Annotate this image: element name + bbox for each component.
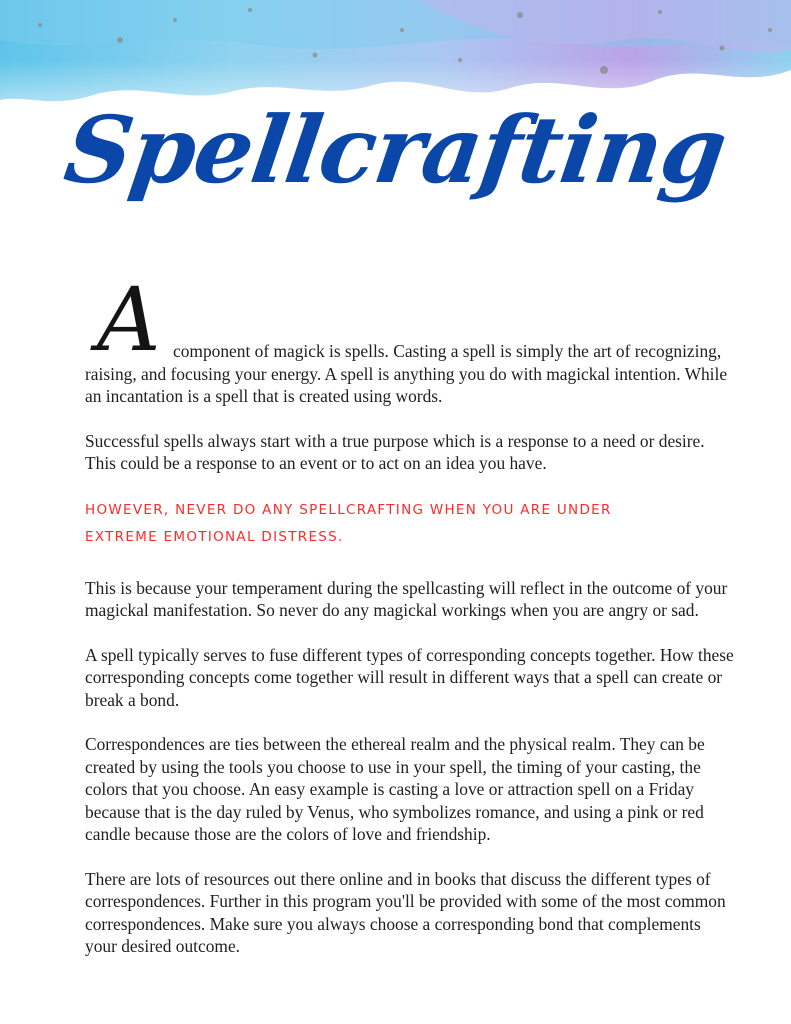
warning-line-2: EXTREME EMOTIONAL DISTRESS.	[85, 528, 344, 545]
paragraph-purpose: Successful spells always start with a true purpose which is a response to a need or desire. This could be a response to an event or to act on an idea you have.	[85, 430, 705, 473]
paragraph-correspondences: Correspondences are ties between the ethereal realm and the physical realm. They can be created by using the tools you choose to use in your spell, the timing of your casting, the colors that you choose. An easy example is casting a love or attraction spell on a Friday because that is the day ruled by Venus, who symbolizes romance, and using a pink or red candle because those are the colors of love and friendship.	[85, 734, 705, 844]
warning-line-1: HOWEVER, NEVER DO ANY SPELLCRAFTING WHEN YOU ARE UNDER	[85, 501, 612, 518]
warning-callout	[85, 497, 735, 551]
intro-paragraph	[85, 268, 735, 408]
paragraph-temperament: This is because your temperament during the spellcasting will reflect in the outcome of your magickal manifestation. So never do any magickal workings when you are angry or sad.	[85, 577, 728, 620]
paragraph-resources: There are lots of resources out there online and in books that discuss the different types of correspondences. Further in this program you'll be provided with some of the most common correspondences. Make sure you always choose a corresponding bond that complements your desired outcome.	[85, 868, 726, 956]
drop-cap: A	[97, 268, 161, 371]
intro-text-rest: recognizing, raising, and focusing your energy. A spell is anything you do with magickal intention. While an incantation is a spell that is created using words.	[85, 341, 728, 406]
document-body	[85, 268, 735, 980]
intro-text-first: component of magick is spells. Casting a spell is simply the art of	[173, 341, 631, 361]
paragraph-fuse-concepts: A spell typically serves to fuse different types of corresponding concepts together. How these corresponding concepts come together will result in different ways that a spell can create or break a bond.	[85, 644, 734, 710]
page-title: Spellcrafting	[58, 96, 733, 204]
